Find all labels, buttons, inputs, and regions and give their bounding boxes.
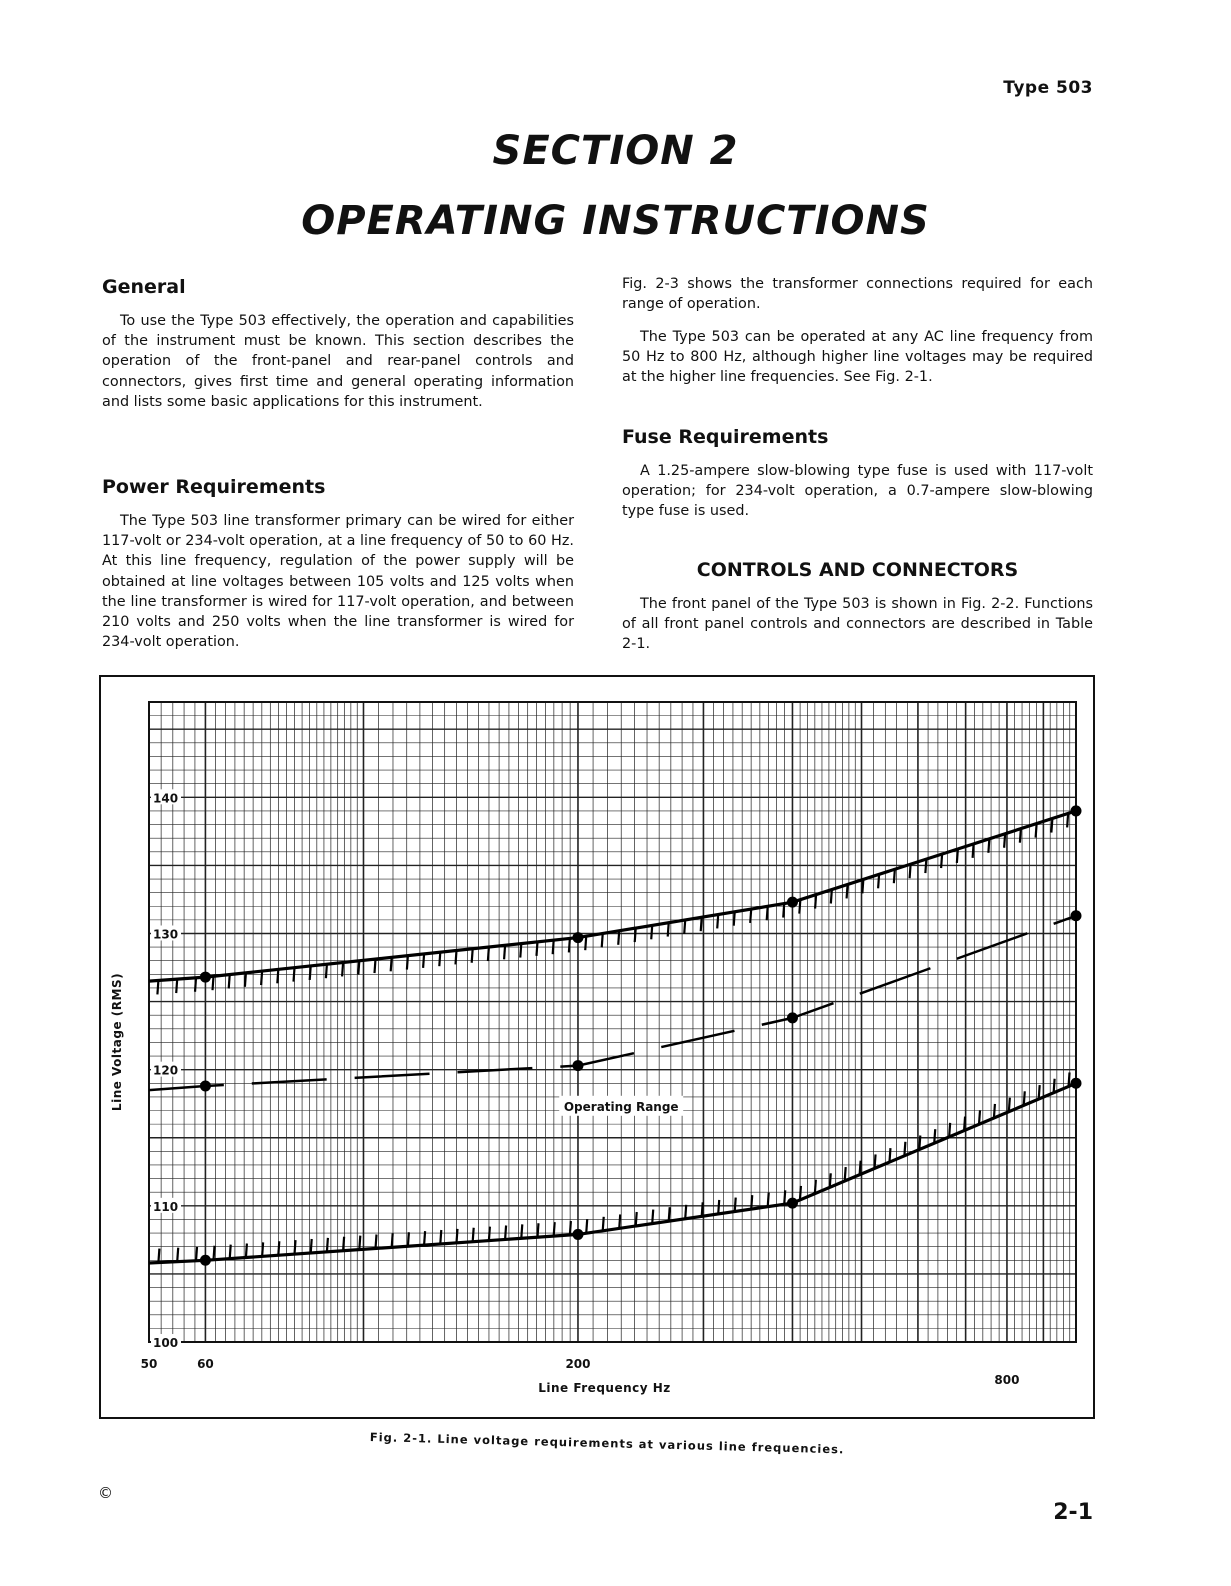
hatch-mark (651, 925, 652, 939)
hatch-mark (957, 849, 958, 863)
hatch-mark (553, 940, 554, 954)
hatch-mark (391, 957, 392, 971)
y-tick-label: 100 (153, 1336, 179, 1350)
hatch-mark (669, 1207, 670, 1221)
hatch-mark (537, 1223, 538, 1237)
hatch-mark (1009, 1098, 1010, 1112)
hatch-mark (847, 884, 848, 898)
power-paragraph: The Type 503 line transformer primary can be wired for either 117-volt or 234-volt operation, at a line frequency of 50 to 60 Hz. At this line frequency, regulation of the power supply will be obtained at line voltages between 105 volts and 125 volts when the line transformer is wired for 117-volt operation, and between 210 volts and 250 volts when the line transformer is wired for 234-volt operation. (102, 513, 574, 651)
y-tick-label: 110 (153, 1199, 179, 1214)
hatch-mark (407, 956, 408, 970)
section-title: OPERATING INSTRUCTIONS (301, 198, 930, 244)
hatch-mark (889, 1148, 890, 1162)
hatch-mark (456, 1229, 457, 1243)
hatch-mark (603, 1217, 604, 1231)
data-point (1071, 805, 1082, 816)
hatch-mark (862, 879, 863, 893)
hatch-mark (636, 1212, 637, 1226)
hatch-mark (767, 906, 768, 920)
data-point (1071, 1078, 1082, 1089)
hatch-mark (994, 1104, 995, 1118)
hatch-mark (424, 1231, 425, 1245)
hatch-mark (278, 1241, 279, 1255)
fuse-paragraph: A 1.25-ampere slow-blowing type fuse is used with 117-volt operation; for 234-volt operation, a 0.7-ampere slow-blowing type fuse is used. (622, 463, 1093, 520)
hatch-mark (472, 949, 473, 963)
hatch-mark (230, 1245, 231, 1259)
hatch-mark (455, 950, 456, 964)
hatch-mark (1036, 824, 1037, 838)
hatch-mark (1051, 819, 1052, 833)
header-type-label: Type 503 (1003, 78, 1093, 98)
hatch-mark (860, 1161, 861, 1175)
hatch-mark (277, 969, 278, 983)
hatch-mark (702, 1202, 703, 1216)
hatch-mark (214, 1246, 215, 1260)
hatch-mark (685, 1205, 686, 1219)
hatch-mark (751, 1195, 752, 1209)
hatch-mark (408, 1232, 409, 1246)
chart-grid (149, 702, 1076, 1342)
hatch-mark (359, 1236, 360, 1250)
hatch-mark (246, 1243, 247, 1257)
hatch-mark (489, 1227, 490, 1241)
y-axis-label: Line Voltage (RMS) (110, 972, 124, 1112)
hatch-mark (652, 1210, 653, 1224)
hatch-mark (1004, 834, 1005, 848)
hatch-mark (845, 1167, 846, 1181)
hatch-mark (195, 978, 196, 992)
hatch-mark (375, 1234, 376, 1248)
x-tick-label: 200 (565, 1357, 591, 1371)
hatch-mark (504, 945, 505, 959)
hatch-mark (1024, 1091, 1025, 1105)
hatch-mark (439, 952, 440, 966)
section-number: SECTION 2 (492, 128, 739, 174)
hatch-mark (423, 954, 424, 968)
chart-labels (110, 789, 1019, 1395)
data-point (572, 932, 583, 943)
hatch-mark (618, 931, 619, 945)
x-tick-label: 800 (994, 1373, 1020, 1387)
hatch-mark (635, 928, 636, 942)
hatch-mark (718, 1200, 719, 1214)
hatch-mark (358, 961, 359, 975)
hatch-mark (585, 936, 586, 950)
hatch-mark (934, 1129, 935, 1143)
fig-reference-paragraph: Fig. 2-3 shows the transformer connections required for each range of operation. (622, 276, 1093, 313)
hatch-mark (941, 854, 942, 868)
data-point (1071, 910, 1082, 921)
hatch-mark (473, 1228, 474, 1242)
hatch-mark (554, 1222, 555, 1236)
hatch-mark (586, 1219, 587, 1233)
y-tick-label: 120 (153, 1063, 179, 1078)
hatch-mark (668, 923, 669, 937)
hatch-mark (327, 1238, 328, 1252)
figure-frame (99, 675, 1095, 1419)
hatch-mark (910, 864, 911, 878)
hatch-mark (619, 1214, 620, 1228)
y-tick-label: 130 (153, 927, 179, 942)
hatch-mark (799, 900, 800, 914)
frequency-paragraph: The Type 503 can be operated at any AC line frequency from 50 Hz to 800 Hz, although higher line voltages may be required at the higher line frequencies. See Fig. 2-1. (622, 329, 1093, 386)
hatch-mark (919, 1135, 920, 1149)
hatch-mark (295, 1240, 296, 1254)
fuse-heading: Fuse Requirements (622, 426, 829, 448)
hatch-mark (213, 976, 214, 990)
page-number: 2-1 (1053, 1500, 1093, 1525)
hatch-mark (815, 895, 816, 909)
hatch-mark (176, 979, 177, 993)
general-heading: General (102, 276, 186, 298)
data-point (787, 1012, 798, 1023)
operating-range-label: Operating Range (563, 1099, 679, 1114)
figure-caption: Fig. 2-1. Line voltage requirements at various line frequencies. (369, 1430, 845, 1457)
hatch-mark (1067, 813, 1068, 827)
power-heading: Power Requirements (102, 476, 326, 498)
hatch-mark (875, 1154, 876, 1168)
series-line-upper-limit (149, 811, 1076, 981)
chart-series (149, 805, 1082, 1265)
hatch-mark (602, 933, 603, 947)
hatch-mark (734, 912, 735, 926)
hatch-mark (326, 964, 327, 978)
data-point (200, 972, 211, 983)
hatch-mark (440, 1230, 441, 1244)
y-tick-label: 140 (153, 791, 179, 806)
hatch-mark (505, 1225, 506, 1239)
hatch-mark (177, 1248, 178, 1262)
hatch-mark (750, 909, 751, 923)
data-point (200, 1255, 211, 1266)
data-point (572, 1229, 583, 1240)
hatch-mark (488, 947, 489, 961)
hatch-mark (815, 1180, 816, 1194)
hatch-mark (343, 1237, 344, 1251)
hatch-mark (831, 889, 832, 903)
hatch-mark (701, 917, 702, 931)
hatch-mark (342, 962, 343, 976)
hatch-mark (925, 859, 926, 873)
hatch-mark (717, 914, 718, 928)
hatch-mark (310, 966, 311, 980)
x-tick-label: 60 (197, 1357, 214, 1371)
hatch-mark (784, 1190, 785, 1204)
x-axis-label: Line Frequency Hz (538, 1381, 671, 1395)
hatch-mark (949, 1123, 950, 1137)
data-point (787, 1198, 798, 1209)
hatch-mark (1020, 829, 1021, 843)
hatch-mark (569, 938, 570, 952)
x-tick-label: 50 (140, 1357, 158, 1371)
hatch-mark (196, 1247, 197, 1261)
hatch-mark (1069, 1072, 1070, 1086)
general-paragraph: To use the Type 503 effectively, the operation and capabilities of the instrument must be known. This section describes the operation of the front-panel and rear-panel controls and connectors, gives first time and general operating information and lists some basic applications for this instrument. (102, 313, 574, 410)
data-point (200, 1081, 211, 1092)
line-voltage-chart (101, 677, 1093, 1417)
hatch-mark (979, 1110, 980, 1124)
hatch-mark (570, 1221, 571, 1235)
hatch-mark (878, 874, 879, 888)
hatch-mark (988, 839, 989, 853)
hatch-mark (392, 1233, 393, 1247)
hatch-mark (245, 973, 246, 987)
controls-heading: CONTROLS AND CONNECTORS (696, 559, 1019, 581)
hatch-mark (262, 1242, 263, 1256)
series-line-nominal (149, 916, 1076, 1090)
hatch-mark (521, 1224, 522, 1238)
controls-paragraph: The front panel of the Type 503 is shown in Fig. 2-2. Functions of all front panel controls and connectors are described in Table 2-1. (622, 596, 1093, 653)
data-point (572, 1060, 583, 1071)
hatch-mark (973, 844, 974, 858)
hatch-mark (536, 942, 537, 956)
hatch-mark (311, 1239, 312, 1253)
hatch-mark (735, 1198, 736, 1212)
hatch-mark (1054, 1079, 1055, 1093)
hatch-mark (684, 920, 685, 934)
hatch-mark (294, 968, 295, 982)
hatch-mark (964, 1117, 965, 1131)
hatch-mark (783, 904, 784, 918)
hatch-mark (158, 1249, 159, 1263)
hatch-mark (768, 1193, 769, 1207)
hatch-mark (157, 980, 158, 994)
hatch-mark (261, 971, 262, 985)
hatch-mark (374, 959, 375, 973)
hatch-mark (830, 1173, 831, 1187)
hatch-mark (1039, 1085, 1040, 1099)
hatch-mark (904, 1142, 905, 1156)
hatch-mark (894, 869, 895, 883)
hatch-mark (229, 974, 230, 988)
data-point (787, 897, 798, 908)
hatch-mark (800, 1186, 801, 1200)
copyright-symbol: © (98, 1484, 113, 1502)
hatch-mark (520, 944, 521, 958)
